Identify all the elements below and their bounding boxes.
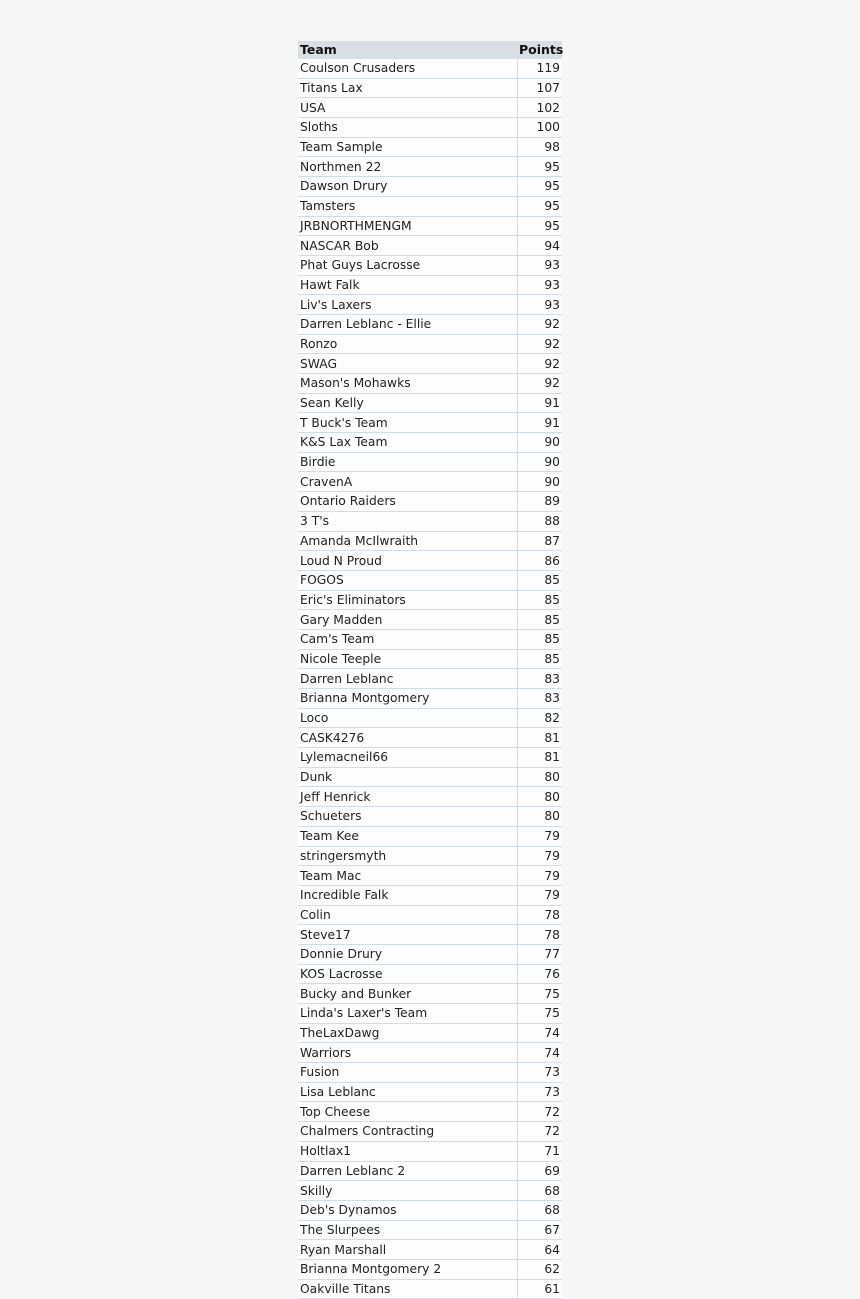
- points-cell: 91: [517, 393, 562, 413]
- points-cell: 93: [517, 295, 562, 315]
- team-name-cell: Brianna Montgomery 2: [298, 1259, 517, 1279]
- team-name-cell: Tamsters: [298, 196, 517, 216]
- team-name-cell: Colin: [298, 905, 517, 925]
- team-name-cell: Skilly: [298, 1181, 517, 1201]
- points-cell: 85: [517, 649, 562, 669]
- team-name-cell: Nicole Teeple: [298, 649, 517, 669]
- points-cell: 77: [517, 944, 562, 964]
- team-name-cell: TheLaxDawg: [298, 1023, 517, 1043]
- points-cell: 69: [517, 1161, 562, 1181]
- points-cell: 74: [517, 1043, 562, 1063]
- table-row: [298, 1082, 562, 1102]
- points-cell: 73: [517, 1082, 562, 1102]
- points-cell: 95: [517, 196, 562, 216]
- table-row: [298, 236, 562, 256]
- team-name-cell: 3 T's: [298, 511, 517, 531]
- team-name-cell: SWAG: [298, 354, 517, 374]
- points-cell: 86: [517, 551, 562, 571]
- table-row: [298, 334, 562, 354]
- points-cell: 93: [517, 275, 562, 295]
- points-cell: 87: [517, 531, 562, 551]
- team-name-cell: Chalmers Contracting: [298, 1122, 517, 1142]
- points-cell: 90: [517, 433, 562, 453]
- points-cell: 119: [517, 59, 562, 78]
- team-name-cell: KOS Lacrosse: [298, 964, 517, 984]
- points-cell: 92: [517, 314, 562, 334]
- team-name-cell: Northmen 22: [298, 157, 517, 177]
- table-row: [298, 866, 562, 886]
- points-cell: 85: [517, 570, 562, 590]
- table-row: [298, 531, 562, 551]
- team-name-cell: Bucky and Bunker: [298, 984, 517, 1004]
- table-row: [298, 354, 562, 374]
- table-row: [298, 472, 562, 492]
- team-name-cell: Coulson Crusaders: [298, 59, 517, 78]
- points-cell: 100: [517, 118, 562, 138]
- team-name-cell: K&S Lax Team: [298, 433, 517, 453]
- team-name-cell: Team Mac: [298, 866, 517, 886]
- team-name-cell: Dawson Drury: [298, 177, 517, 197]
- team-name-cell: Hawt Falk: [298, 275, 517, 295]
- team-name-cell: Warriors: [298, 1043, 517, 1063]
- table-row: [298, 1279, 562, 1299]
- points-cell: 75: [517, 984, 562, 1004]
- points-cell: 82: [517, 708, 562, 728]
- team-name-cell: FOGOS: [298, 570, 517, 590]
- points-cell: 95: [517, 157, 562, 177]
- table-row: [298, 708, 562, 728]
- team-name-cell: Fusion: [298, 1063, 517, 1083]
- team-name-cell: Holtlax1: [298, 1141, 517, 1161]
- team-name-cell: Top Cheese: [298, 1102, 517, 1122]
- points-cell: 72: [517, 1102, 562, 1122]
- table-row: [298, 1181, 562, 1201]
- points-cell: 94: [517, 236, 562, 256]
- header-row: [298, 41, 562, 59]
- team-name-cell: Darren Leblanc: [298, 669, 517, 689]
- table-row: [298, 984, 562, 1004]
- table-row: [298, 1043, 562, 1063]
- table-row: [298, 748, 562, 768]
- team-name-cell: Gary Madden: [298, 610, 517, 630]
- table-row: [298, 1122, 562, 1142]
- points-column-header: Points: [519, 42, 564, 57]
- table-row: [298, 610, 562, 630]
- table-row: [298, 964, 562, 984]
- team-name-cell: T Buck's Team: [298, 413, 517, 433]
- points-cell: 81: [517, 748, 562, 768]
- points-cell: 61: [517, 1279, 562, 1299]
- points-cell: 79: [517, 885, 562, 905]
- table-row: [298, 393, 562, 413]
- table-row: [298, 511, 562, 531]
- team-name-cell: Titans Lax: [298, 78, 517, 98]
- points-cell: 78: [517, 925, 562, 945]
- table-row: [298, 433, 562, 453]
- table-row: [298, 196, 562, 216]
- points-cell: 95: [517, 177, 562, 197]
- table-row: [298, 1102, 562, 1122]
- points-cell: 89: [517, 492, 562, 512]
- table-row: [298, 255, 562, 275]
- table-row: [298, 1161, 562, 1181]
- points-cell: 85: [517, 590, 562, 610]
- points-cell: 102: [517, 98, 562, 118]
- team-name-cell: Ontario Raiders: [298, 492, 517, 512]
- table-row: [298, 649, 562, 669]
- team-name-cell: The Slurpees: [298, 1220, 517, 1240]
- table-row: [298, 98, 562, 118]
- points-cell: 68: [517, 1181, 562, 1201]
- table-row: [298, 807, 562, 827]
- points-cell: 75: [517, 1004, 562, 1024]
- table-row: [298, 1023, 562, 1043]
- points-cell: 85: [517, 629, 562, 649]
- team-name-cell: Phat Guys Lacrosse: [298, 255, 517, 275]
- table-row: [298, 1259, 562, 1279]
- table-row: [298, 413, 562, 433]
- team-name-cell: Ronzo: [298, 334, 517, 354]
- team-name-cell: Cam's Team: [298, 629, 517, 649]
- team-name-cell: Darren Leblanc - Ellie: [298, 314, 517, 334]
- table-row: [298, 570, 562, 590]
- table-row: [298, 216, 562, 236]
- table-row: [298, 1004, 562, 1024]
- points-cell: 83: [517, 689, 562, 709]
- table-row: [298, 295, 562, 315]
- points-cell: 68: [517, 1200, 562, 1220]
- team-name-cell: JRBNORTHMENGM: [298, 216, 517, 236]
- team-column-header: Team: [298, 41, 517, 59]
- team-name-cell: Jeff Henrick: [298, 787, 517, 807]
- table-row: [298, 374, 562, 394]
- table-row: [298, 275, 562, 295]
- table-row: [298, 590, 562, 610]
- table-row: [298, 905, 562, 925]
- points-cell: 73: [517, 1063, 562, 1083]
- team-name-cell: Deb's Dynamos: [298, 1200, 517, 1220]
- table-row: [298, 846, 562, 866]
- table-row: [298, 78, 562, 98]
- table-row: [298, 452, 562, 472]
- team-name-cell: Linda's Laxer's Team: [298, 1004, 517, 1024]
- points-cell: 72: [517, 1122, 562, 1142]
- team-name-cell: Brianna Montgomery: [298, 689, 517, 709]
- team-name-cell: Team Sample: [298, 137, 517, 157]
- table-row: [298, 1063, 562, 1083]
- points-cell: 90: [517, 472, 562, 492]
- team-name-cell: Incredible Falk: [298, 885, 517, 905]
- points-cell: 88: [517, 511, 562, 531]
- table-row: [298, 689, 562, 709]
- points-cell: 91: [517, 413, 562, 433]
- table-row: [298, 551, 562, 571]
- points-cell: 95: [517, 216, 562, 236]
- team-name-cell: Loco: [298, 708, 517, 728]
- team-name-cell: Loud N Proud: [298, 551, 517, 571]
- table-row: [298, 118, 562, 138]
- points-cell: 98: [517, 137, 562, 157]
- table-row: [298, 1141, 562, 1161]
- table-row: [298, 157, 562, 177]
- team-name-cell: NASCAR Bob: [298, 236, 517, 256]
- points-cell: 71: [517, 1141, 562, 1161]
- points-cell: 92: [517, 374, 562, 394]
- team-name-cell: Birdie: [298, 452, 517, 472]
- table-row: [298, 925, 562, 945]
- team-name-cell: Sloths: [298, 118, 517, 138]
- points-cell: 81: [517, 728, 562, 748]
- team-name-cell: Darren Leblanc 2: [298, 1161, 517, 1181]
- points-cell: 85: [517, 610, 562, 630]
- table-row: [298, 59, 562, 78]
- team-name-cell: Liv's Laxers: [298, 295, 517, 315]
- table-row: [298, 885, 562, 905]
- points-cell: 78: [517, 905, 562, 925]
- team-name-cell: Lisa Leblanc: [298, 1082, 517, 1102]
- team-name-cell: stringersmyth: [298, 846, 517, 866]
- team-name-cell: Dunk: [298, 767, 517, 787]
- team-name-cell: Oakville Titans: [298, 1279, 517, 1299]
- table-row: [298, 767, 562, 787]
- table-row: [298, 1200, 562, 1220]
- points-cell: 107: [517, 78, 562, 98]
- team-name-cell: Team Kee: [298, 826, 517, 846]
- points-cell: 79: [517, 846, 562, 866]
- table-body: [298, 59, 562, 1299]
- table-row: [298, 1240, 562, 1260]
- points-cell: 74: [517, 1023, 562, 1043]
- team-name-cell: Donnie Drury: [298, 944, 517, 964]
- table-row: [298, 314, 562, 334]
- points-cell: 80: [517, 767, 562, 787]
- table-row: [298, 728, 562, 748]
- table-row: [298, 826, 562, 846]
- points-cell: 79: [517, 866, 562, 886]
- points-cell: 76: [517, 964, 562, 984]
- standings-sheet: [298, 41, 562, 1299]
- table-row: [298, 177, 562, 197]
- team-name-cell: Steve17: [298, 925, 517, 945]
- table-row: [298, 492, 562, 512]
- team-name-cell: Sean Kelly: [298, 393, 517, 413]
- team-name-cell: USA: [298, 98, 517, 118]
- table-row: [298, 1220, 562, 1240]
- points-cell: 62: [517, 1259, 562, 1279]
- points-cell: 79: [517, 826, 562, 846]
- team-name-cell: CASK4276: [298, 728, 517, 748]
- team-name-cell: Mason's Mohawks: [298, 374, 517, 394]
- table-row: [298, 137, 562, 157]
- points-cell: 93: [517, 255, 562, 275]
- team-name-cell: Lylemacneil66: [298, 748, 517, 768]
- table-row: [298, 787, 562, 807]
- team-name-cell: Schueters: [298, 807, 517, 827]
- table-row: [298, 669, 562, 689]
- team-name-cell: Eric's Eliminators: [298, 590, 517, 610]
- points-cell: 80: [517, 787, 562, 807]
- team-name-cell: Amanda McIlwraith: [298, 531, 517, 551]
- points-cell: 67: [517, 1220, 562, 1240]
- table-row: [298, 629, 562, 649]
- points-cell: 92: [517, 334, 562, 354]
- standings-table: [298, 41, 562, 1299]
- points-cell: 80: [517, 807, 562, 827]
- points-cell: 64: [517, 1240, 562, 1260]
- points-cell: 90: [517, 452, 562, 472]
- points-cell: 83: [517, 669, 562, 689]
- points-cell: 92: [517, 354, 562, 374]
- team-name-cell: CravenA: [298, 472, 517, 492]
- table-row: [298, 944, 562, 964]
- team-name-cell: Ryan Marshall: [298, 1240, 517, 1260]
